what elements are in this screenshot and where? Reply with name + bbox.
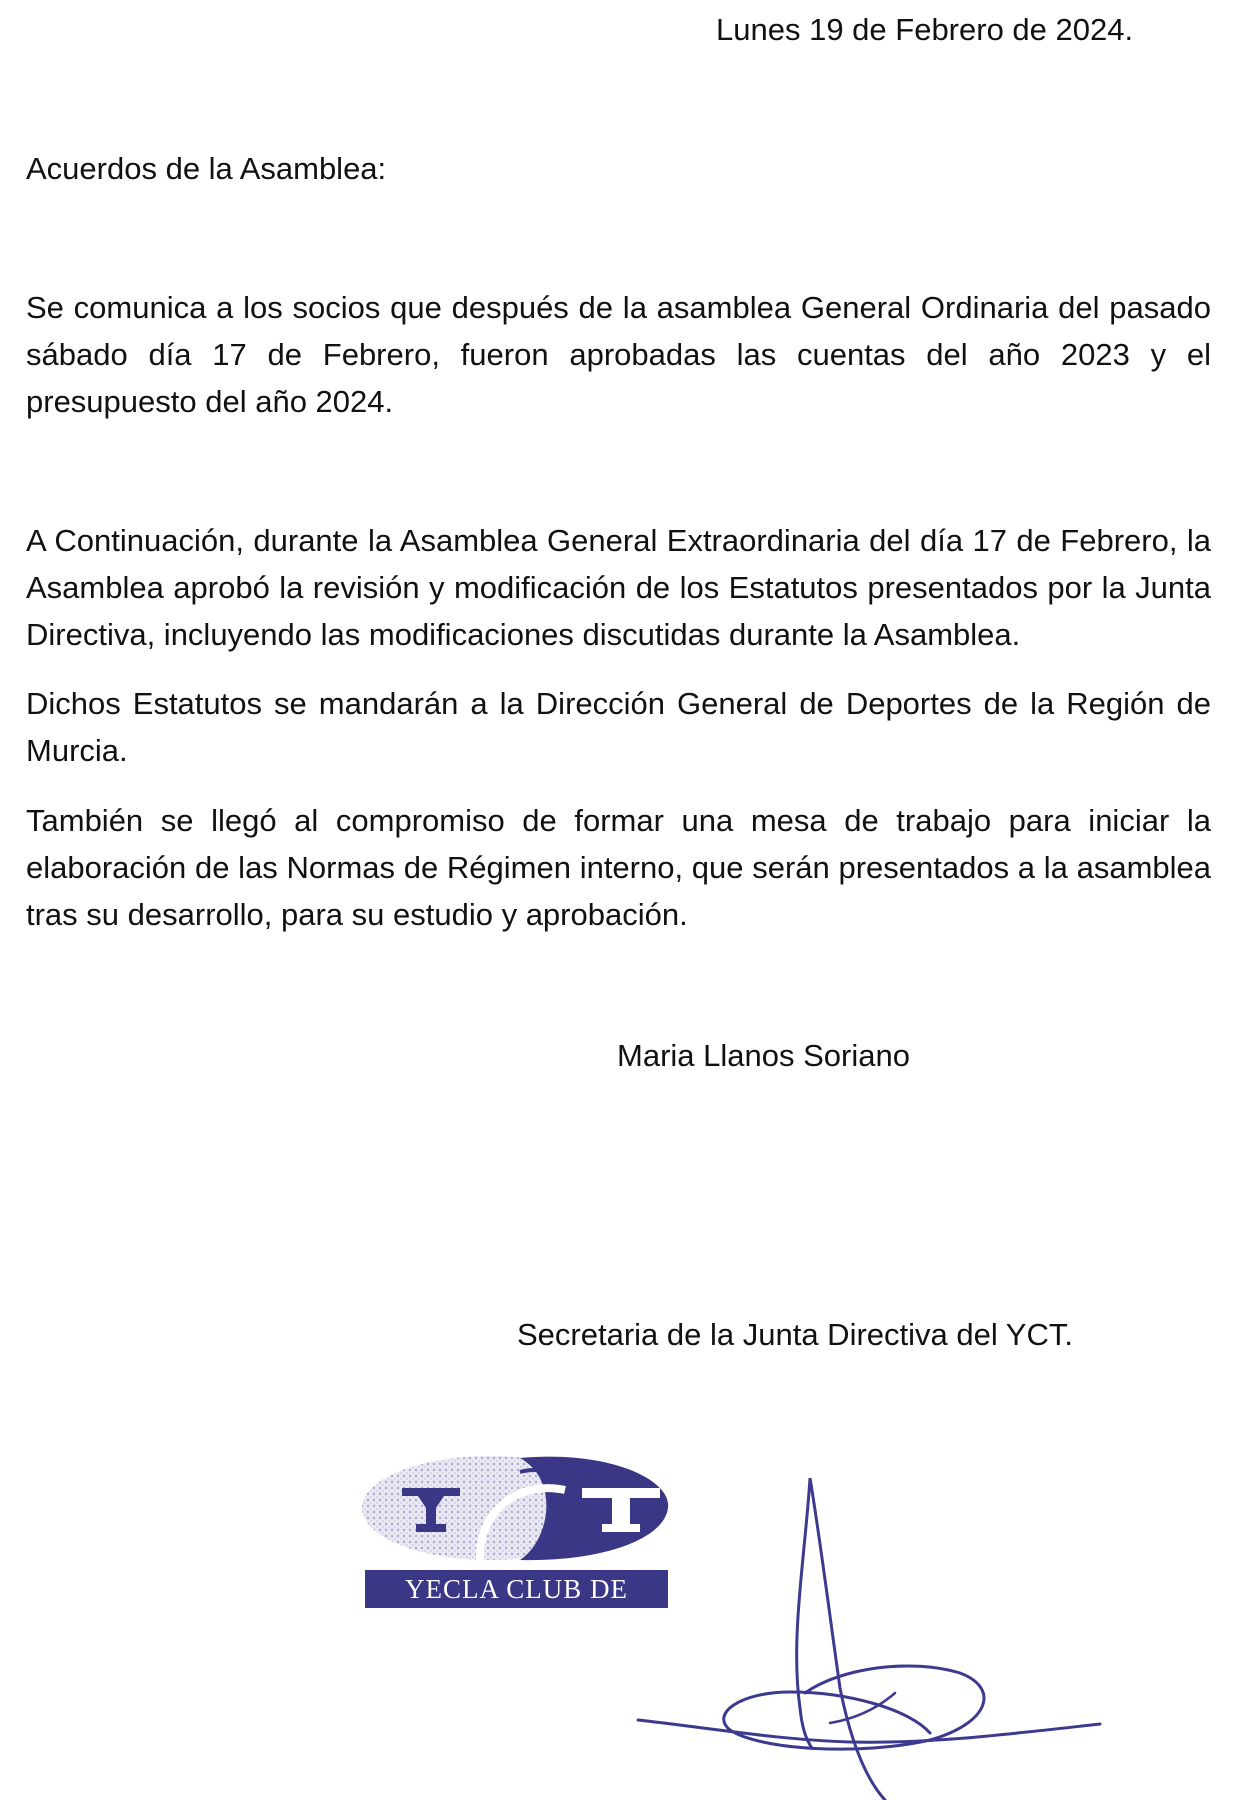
club-logo-banner: YECLA CLUB DE TENIS [365,1570,668,1608]
signer-role: Secretaria de la Junta Directiva del YCT. [517,1317,1073,1352]
paragraph-extraordinary-assembly: A Continuación, durante la Asamblea General Extraordinaria del día 17 de Febrero, la Asamblea aprobó la revisión y modificación de los Estatutos presentados por la Junta Directiva, incluyendo las modificaciones discutidas durante la Asamblea. [26,523,1211,652]
paragraph-internal-rules: También se llegó al compromiso de formar una mesa de trabajo para iniciar la elaboración de las Normas de Régimen interno, que serán presentados a la asamblea tras su desarrollo, para su estudio y aprobación. [26,803,1211,932]
letter-date: Lunes 19 de Febrero de 2024. [716,12,1134,47]
paragraph-statutes-sent: Dichos Estatutos se mandarán a la Dirección General de Deportes de la Región de Murcia. [26,686,1211,768]
letter-heading: Acuerdos de la Asamblea: [26,151,387,186]
signer-name: Maria Llanos Soriano [617,1038,910,1073]
paragraph-ordinary-assembly: Se comunica a los socios que después de la asamblea General Ordinaria del pasado sábado día 17 de Febrero, fueron aprobadas las cuentas del año 2023 y el presupuesto del año 2024. [26,290,1211,419]
signature-icon [630,1478,1110,1800]
